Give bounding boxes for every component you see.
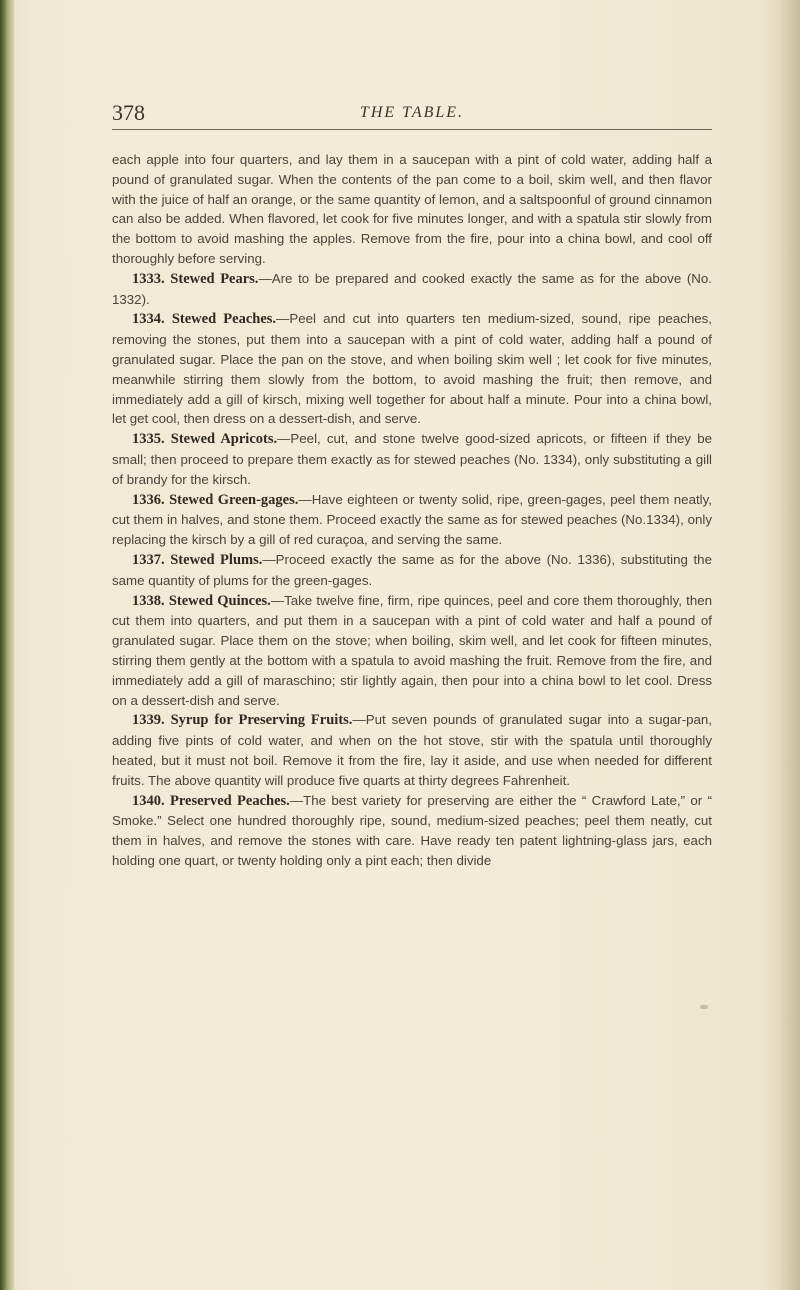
- recipe-1337: [112, 550, 712, 591]
- recipe-1334: [112, 309, 712, 429]
- recipe-1339: [112, 710, 712, 790]
- recipe-number: 1339.: [132, 712, 165, 729]
- recipe-number: 1335.: [132, 431, 165, 448]
- recipe-title: Stewed Plums.: [170, 551, 263, 568]
- recipe-text: —Have eighteen or twenty solid, ripe, green-gages, peel them neatly, cut them in halves, and stone them. Proceed exactly the same as for stewed peaches (No.1334), only replacing the kirsch by a gill of red curaçoa, and serving the same.: [112, 491, 712, 548]
- paper-blemish: [700, 1005, 708, 1009]
- recipe-number: 1333.: [132, 270, 165, 287]
- recipe-1333: [112, 269, 712, 310]
- running-head: THE TABLE.: [359, 104, 465, 121]
- recipe-1340: [112, 791, 712, 871]
- book-binding-edge: [0, 0, 14, 1290]
- recipe-number: 1337.: [132, 551, 165, 568]
- recipe-1338: [112, 591, 712, 711]
- recipe-title: Syrup for Preserving Fruits.: [170, 712, 353, 729]
- header-rule: [112, 129, 712, 130]
- recipe-title: Stewed Quinces.: [168, 592, 271, 609]
- page-header: [112, 96, 712, 136]
- recipe-title: Stewed Green-gages.: [169, 491, 299, 508]
- recipe-number: 1338.: [132, 592, 165, 609]
- recipe-number: 1334.: [132, 311, 165, 328]
- page-edge-shadow: [778, 0, 800, 1290]
- recipe-text: —Peel, cut, and stone twelve good-sized apricots, or fifteen if they be small; then proceed to prepare them exactly as for stewed peaches (No. 1334), only substituting a gill of brandy for the kirsch.: [112, 431, 712, 487]
- recipe-text: —Put seven pounds of granulated sugar into a sugar-pan, adding five pints of cold water, and when on the hot stove, stir with the spatula until thoroughly heated, but it must not boil. Remove it from the fire, lay it aside, and use when needed for different fruits. The above quantity will produce five quarts at thirty degrees Fahrenheit.: [112, 712, 712, 788]
- recipe-title: Stewed Apricots.: [170, 431, 278, 448]
- page-number: 378: [112, 100, 145, 125]
- recipe-text: —Take twelve fine, firm, ripe quinces, peel and core them thoroughly, then cut them into quarters, and put them in a saucepan with a pint of cold water and half a pound of granulated sugar. Place them on the stove; when boiling, skim well, and let cook for fifteen minutes, stirring them gently at the bottom with a spatula to avoid mashing the fruit. Remove from the fire, and immediately add a gill of maraschino; stir lightly again, then pour into a china bowl to let cool. Dress on a dessert-dish and serve.: [112, 592, 713, 708]
- page-body: [112, 150, 712, 871]
- recipe-1335: [112, 429, 712, 489]
- recipe-number: 1340.: [132, 792, 165, 809]
- recipe-text: —Proceed exactly the same as for the above (No. 1336), substituting the same quantity of plums for the green-gages.: [112, 551, 712, 588]
- recipe-title: Stewed Pears.: [170, 270, 259, 287]
- recipe-text: —Are to be prepared and cooked exactly the same as for the above (No. 1332).: [112, 270, 712, 307]
- recipe-1336: [112, 490, 712, 550]
- recipe-number: 1336.: [132, 491, 165, 508]
- recipe-text: —Peel and cut into quarters ten medium-sized, sound, ripe peaches, removing the stones, put them into a saucepan with a pint of cold water, adding half a pound of granulated sugar. Place the pan on the stove, and when boiling skim well ; let cook for five minutes, meanwhile stirring them slowly from the bottom, to avoid mashing the fruit; then remove, and immediately add a gill of kirsch, mixing well together for about half a minute. Pour into a china bowl, let get cool, then dress on a dessert-dish, and serve.: [112, 311, 713, 427]
- recipe-title: Preserved Peaches.: [170, 792, 290, 809]
- opening-paragraph: each apple into four quarters, and lay them in a saucepan with a pint of cold water, adding half a pound of granulated sugar. When the contents of the pan come to a boil, skim well, and then flavor with the juice of half an orange, or the same quantity of lemon, and a saltspoonful of ground cinnamon can also be added. When flavored, let cook for five minutes longer, and with a spatula stir slowly from the bottom to avoid mashing the apples. Remove from the fire, pour into a china bowl, and cool off thoroughly before serving.: [112, 152, 712, 266]
- recipe-text: —The best variety for preserving are either the “ Crawford Late,” or “ Smoke.” Select one hundred thoroughly ripe, sound, medium-sized peaches; peel them neatly, cut them in halves, and remove the stones with care. Have ready ten patent lightning-glass jars, each holding one quart, or twenty holding only a pint each; then divide: [112, 792, 713, 868]
- recipe-title: Stewed Peaches.: [171, 311, 277, 328]
